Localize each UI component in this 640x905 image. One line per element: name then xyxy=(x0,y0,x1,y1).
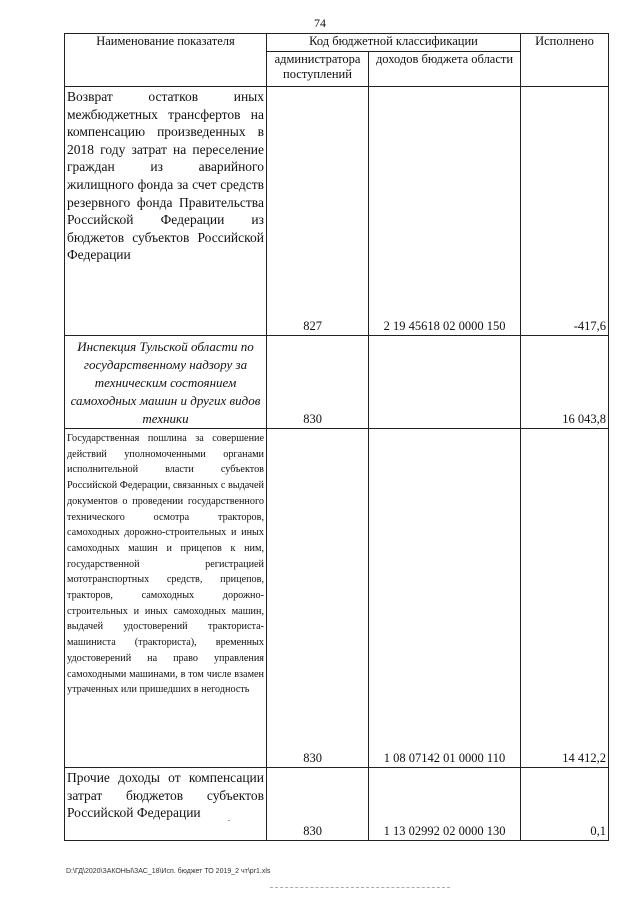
header-executed: Исполнено xyxy=(521,34,609,87)
row-value: 14 412,2 xyxy=(521,429,609,768)
row-value: 0,1 xyxy=(521,768,609,841)
footer-file-path: D:\ГД\2020\ЗАКОНЫ\ЗАС_18\Исп. бюджет ТО 2019_2 чт\pr1.xls xyxy=(66,868,271,875)
footer-divider xyxy=(270,887,450,888)
row-admin-code: 830 xyxy=(267,768,369,841)
header-code-group: Код бюджетной классификации xyxy=(267,34,521,52)
row-revenue-code: 2 19 45618 02 0000 150 xyxy=(369,87,521,336)
row-name: Возврат остатков иных межбюджетных трансфертов на компенсацию произведенных в 2018 году затрат на переселение граждан из аварийного жилищного фонда за счет средств резервного фонда Правительства Российской Федерации из бюджетов субъектов Российской Федерации xyxy=(65,87,267,336)
table-row xyxy=(65,87,609,336)
row-revenue-code xyxy=(369,336,521,429)
table-row xyxy=(65,429,609,768)
header-name: Наименование показателя xyxy=(65,34,267,87)
table-row xyxy=(65,768,609,841)
header-administrator: администратора поступлений xyxy=(267,52,369,87)
row-name: Инспекция Тульской области по государственному надзору за техническим состоянием самоходных машин и других видов техники xyxy=(65,336,267,429)
table-row xyxy=(65,336,609,429)
row-value: -417,6 xyxy=(521,87,609,336)
row-revenue-code: 1 13 02992 02 0000 130 xyxy=(369,768,521,841)
row-value: 16 043,8 xyxy=(521,336,609,429)
budget-table xyxy=(64,33,609,841)
row-admin-code: 830 xyxy=(267,429,369,768)
row-name: Прочие доходы от компенсации затрат бюджетов субъектов Российской Федерации xyxy=(65,768,267,841)
header-revenue: доходов бюджета области xyxy=(369,52,521,87)
row-admin-code: 827 xyxy=(267,87,369,336)
row-revenue-code: 1 08 07142 01 0000 110 xyxy=(369,429,521,768)
header-row-1 xyxy=(65,34,609,52)
page-number: 74 xyxy=(314,16,326,30)
row-admin-code: 830 xyxy=(267,336,369,429)
row-name: Государственная пошлина за совершение действий уполномоченными органами исполнительной власти субъектов Российской Федерации, связанных с выдачей документов о проведении государственного технического осмотра тракторов, самоходных дорожно-строительных и иных самоходных машин и прицепов к ним, государственной регистрацией мототранспортных средств, прицепов, тракторов, самоходных дорожно-строительных и иных самоходных машин, выдачей удостоверений тракториста-машиниста (тракториста), временных удостоверений на право управления самоходными машинами, в том числе взамен утраченных или пришедших в негодность xyxy=(65,429,267,768)
scan-speck xyxy=(228,820,230,821)
